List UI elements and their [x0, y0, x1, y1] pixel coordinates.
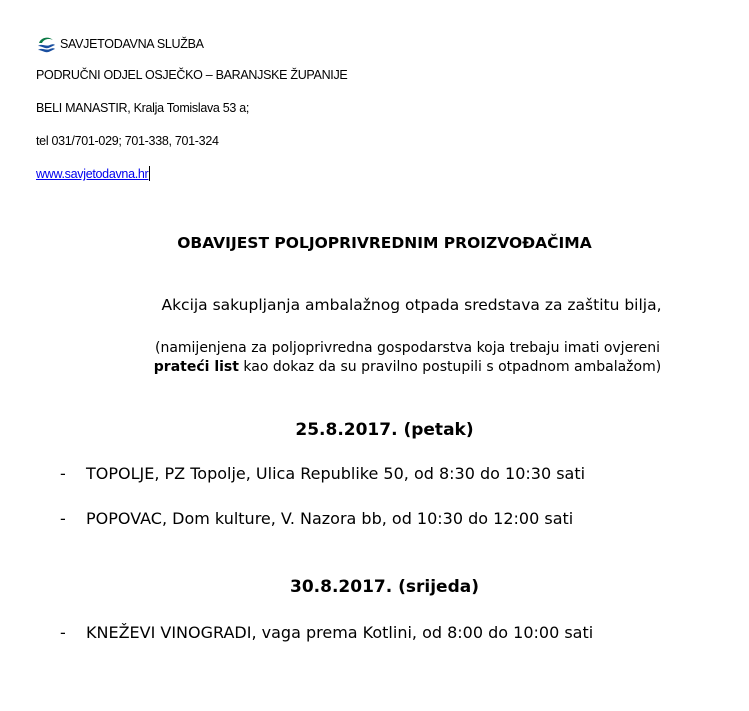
schedule-date: 30.8.2017. (srijeda)	[290, 577, 479, 597]
note-line-2-rest: kao dokaz da su pravilno postupili s otpadnom ambalažom)	[238, 359, 662, 375]
schedule-date: 25.8.2017. (petak)	[295, 420, 474, 440]
note-bold-term: prateći list	[153, 359, 239, 375]
list-dash: -	[60, 509, 66, 528]
department-name: PODRUČNI ODJEL OSJEČKO – BARANJSKE ŽUPANIJE	[36, 68, 348, 82]
note-line-2	[66, 358, 749, 377]
text-cursor	[149, 166, 150, 181]
schedule-location	[60, 509, 573, 528]
location-text: KNEŽEVI VINOGRADI, vaga prema Kotlini, od 8:00 do 10:00 sati	[86, 623, 594, 642]
organization-header	[36, 34, 204, 54]
website-link[interactable]: www.savjetodavna.hr	[36, 167, 149, 181]
schedule-location	[60, 623, 593, 642]
notice-title: OBAVIJEST POLJOPRIVREDNIM PROIZVOĐAČIMA	[177, 234, 592, 252]
notice-note	[0, 339, 749, 377]
location-text: TOPOLJE, PZ Topolje, Ulica Republike 50, od 8:30 do 10:30 sati	[86, 464, 586, 483]
note-line-1: (namijenjena za poljoprivredna gospodarstva koja trebaju imati ovjereni	[154, 340, 661, 356]
location-text: POPOVAC, Dom kulture, V. Nazora bb, od 10:30 do 12:00 sati	[86, 509, 574, 528]
address-line: BELI MANASTIR, Kralja Tomislava 53 a;	[36, 101, 250, 115]
list-dash: -	[60, 623, 66, 642]
organization-name: SAVJETODAVNA SLUŽBA	[60, 37, 204, 51]
website-line	[36, 166, 150, 182]
notice-subtitle: Akcija sakupljanja ambalažnog otpada sredstava za zaštitu bilja,	[161, 296, 662, 314]
savjetodavna-logo-icon	[36, 34, 56, 54]
phone-line: tel 031/701-029; 701-338, 701-324	[36, 134, 219, 148]
schedule-location	[60, 464, 585, 483]
list-dash: -	[60, 464, 66, 483]
